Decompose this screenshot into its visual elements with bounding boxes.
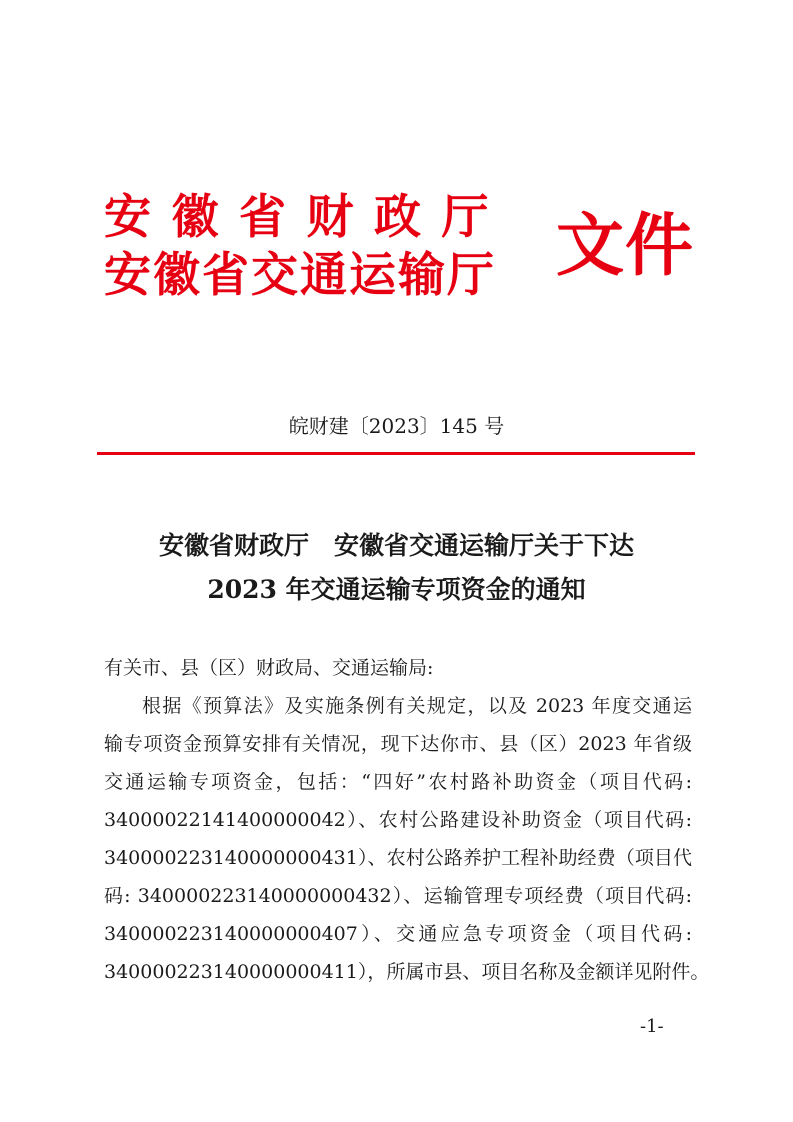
issuer-finance-department: 安徽省财政厅 [104,190,509,245]
paragraph-line: 340000223140000000431）、农村公路养护工程补助经费（项目代 [104,847,692,869]
document-title-line-2: 2023 年交通运输专项资金的通知 [207,575,586,604]
paragraph-line: 340000223140000000407）、交通应急专项资金（项目代码: [104,923,692,945]
paragraph-line: 输专项资金预算安排有关情况，现下达你市、县（区）2023 年省级 [104,733,692,755]
paragraph-line: 码: 340000223140000000432）、运输管理专项经费（项目代码: [104,885,692,907]
body-paragraph [104,687,710,991]
issuer-transport-department: 安徽省交通运输厅 [104,248,496,303]
paragraph-line: 34000022141400000042）、农村公路建设补助资金（项目代码: [104,809,692,831]
letterhead [104,186,704,316]
document-label: 文件 [556,206,695,286]
document-title-line-1: 安徽省财政厅 安徽省交通运输厅关于下达 [158,531,634,560]
red-divider-line [97,452,695,455]
paragraph-line: 交通运输专项资金，包括：“四好”农村路补助资金（项目代码: [104,771,692,793]
paragraph-line: 340000223140000000411），所属市县、项目名称及金额详见附件。 [104,961,710,983]
paragraph-line: 根据《预算法》及实施条例有关规定，以及 2023 年度交通运 [142,695,692,717]
addressee: 有关市、县（区）财政局、交通运输局: [104,657,434,679]
document-number: 皖财建〔2023〕145 号 [288,414,505,438]
page-number: -1- [640,1016,664,1037]
